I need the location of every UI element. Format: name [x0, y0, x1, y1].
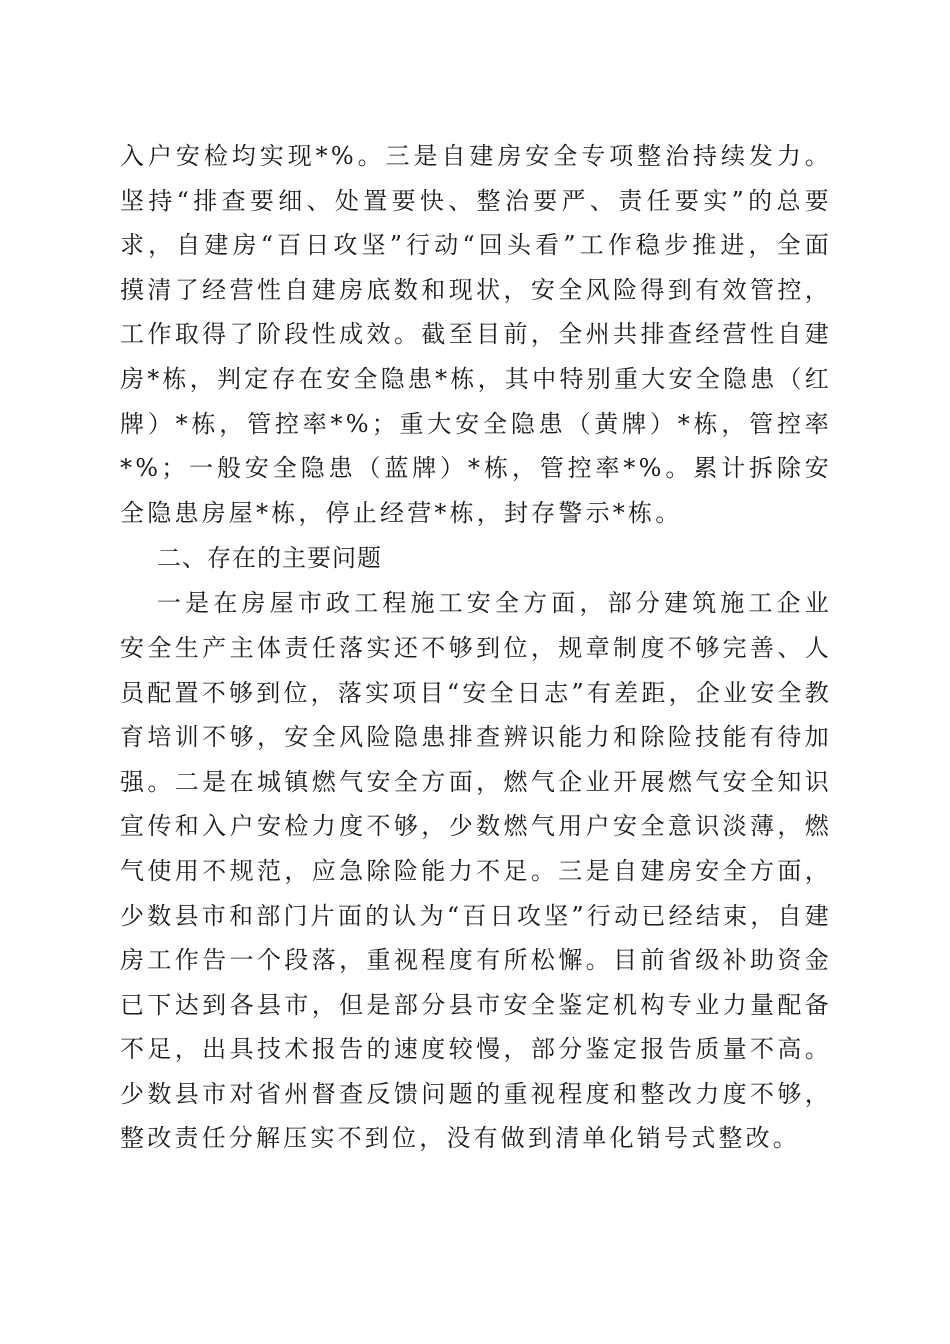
- body-paragraph-problems: 一是在房屋市政工程施工安全方面，部分建筑施工企业安全生产主体责任落实还不够到位，规章制度不够完善、人员配置不够到位，落实项目“安全日志”有差距，企业安全教育培训不够，安全风险隐患排查辨识能力和除险技能有待加强。二是在城镇燃气安全方面，燃气企业开展燃气安全知识宣传和入户安检力度不够，少数燃气用户安全意识淡薄，燃气使用不规范，应急除险能力不足。三是自建房安全方面，少数县市和部门片面的认为“百日攻坚”行动已经结束，自建房工作告一个段落，重视程度有所松懈。目前省级补助资金已下达到各县市，但是部分县市安全鉴定机构专业力量配备不足，出具技术报告的速度较慢，部分鉴定报告质量不高。少数县市对省州督查反馈问题的重视程度和整改力度不够，整改责任分解压实不到位，没有做到清单化销号式整改。: [120, 589, 832, 1153]
- document-page: [120, 134, 832, 1161]
- body-paragraph-continued: 入户安检均实现*%。三是自建房安全专项整治持续发力。坚持“排查要细、处置要快、整治要严、责任要实”的总要求，自建房“百日攻坚”行动“回头看”工作稳步推进，全面摸清了经营性自建房底数和现状，安全风险得到有效管控，工作取得了阶段性成效。截至目前，全州共排查经营性自建房*栋，判定存在安全隐患*栋，其中特别重大安全隐患（红牌）*栋，管控率*%；重大安全隐患（黄牌）*栋，管控率*%；一般安全隐患（蓝牌）*栋，管控率*%。累计拆除安全隐患房屋*栋，停止经营*栋，封存警示*栋。: [120, 142, 832, 527]
- section-heading: 二、存在的主要问题: [157, 544, 382, 573]
